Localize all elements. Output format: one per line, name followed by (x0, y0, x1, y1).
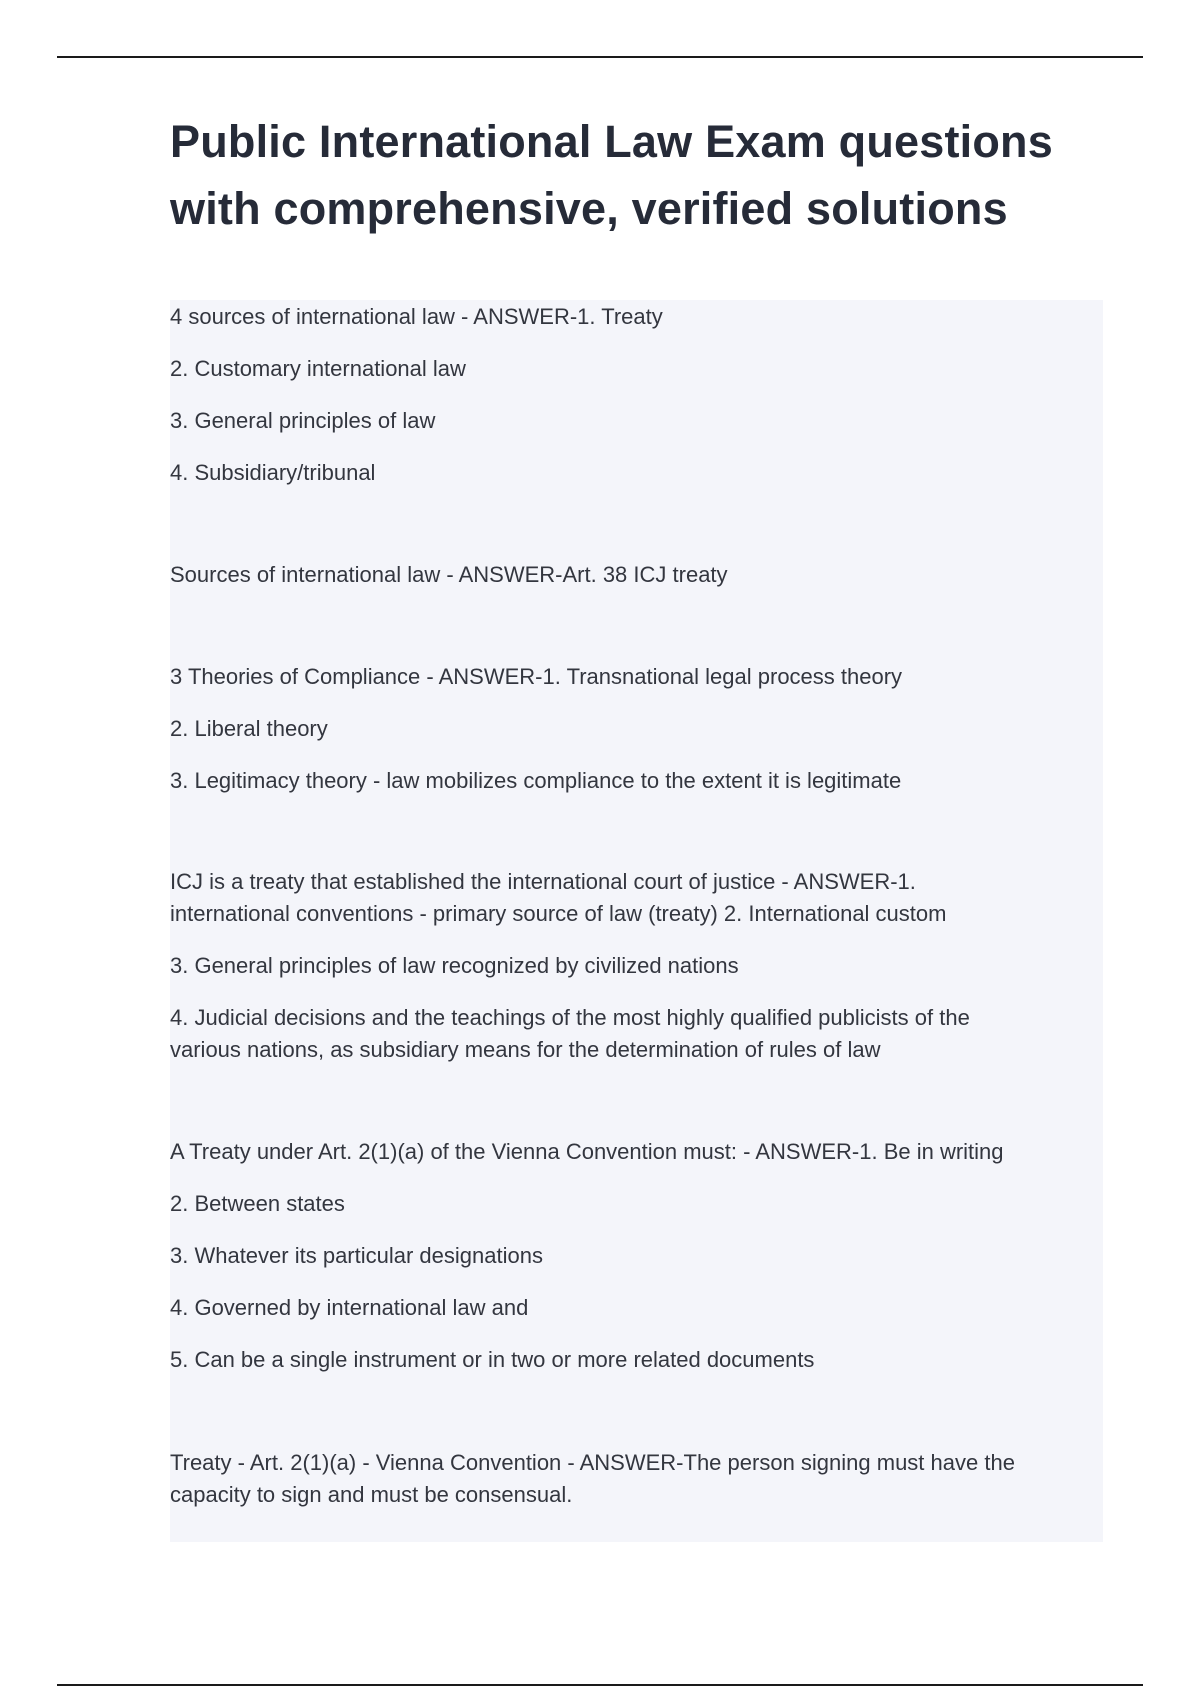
qa-line: Treaty - Art. 2(1)(a) - Vienna Convention - ANSWER-The person signing must have the (170, 1450, 1015, 1475)
qa-line: ICJ is a treaty that established the international court of justice - ANSWER-1. (170, 869, 916, 894)
qa-line: various nations, as subsidiary means for the determination of rules of law (170, 1037, 881, 1062)
qa-line: 3. General principles of law (170, 408, 436, 433)
qa-item (170, 1447, 1110, 1511)
qa-line: 4. Subsidiary/tribunal (170, 460, 376, 485)
qa-item (170, 866, 1110, 1066)
title-line-1: Public International Law Exam questions (170, 116, 1053, 167)
qa-line: 4. Governed by international law and (170, 1295, 529, 1320)
qa-line: 2. Between states (170, 1191, 345, 1216)
qa-line: 3. Whatever its particular designations (170, 1243, 543, 1268)
qa-line: A Treaty under Art. 2(1)(a) of the Vienna Convention must: - ANSWER-1. Be in writing (170, 1139, 1004, 1164)
top-rule (57, 56, 1143, 58)
qa-line: capacity to sign and must be consensual. (170, 1482, 573, 1507)
qa-line: 2. Liberal theory (170, 716, 328, 741)
qa-line: 4 sources of international law - ANSWER-1. Treaty (170, 304, 663, 329)
qa-line: 2. Customary international law (170, 356, 466, 381)
qa-line: international conventions - primary source of law (treaty) 2. International custom (170, 901, 947, 926)
title-line-2: with comprehensive, verified solutions (170, 183, 1008, 234)
qa-item (170, 1136, 1110, 1376)
qa-item (170, 559, 1110, 591)
bottom-rule (57, 1684, 1143, 1686)
qa-item (170, 301, 1110, 489)
qa-item (170, 661, 1110, 797)
document-title (170, 108, 1130, 242)
qa-line: 5. Can be a single instrument or in two or more related documents (170, 1347, 815, 1372)
qa-line: 3. Legitimacy theory - law mobilizes compliance to the extent it is legitimate (170, 768, 902, 793)
qa-line: Sources of international law - ANSWER-Art. 38 ICJ treaty (170, 562, 728, 587)
qa-line: 3 Theories of Compliance - ANSWER-1. Transnational legal process theory (170, 664, 903, 689)
qa-line: 4. Judicial decisions and the teachings of the most highly qualified publicists of the (170, 1005, 970, 1030)
qa-line: 3. General principles of law recognized by civilized nations (170, 953, 739, 978)
